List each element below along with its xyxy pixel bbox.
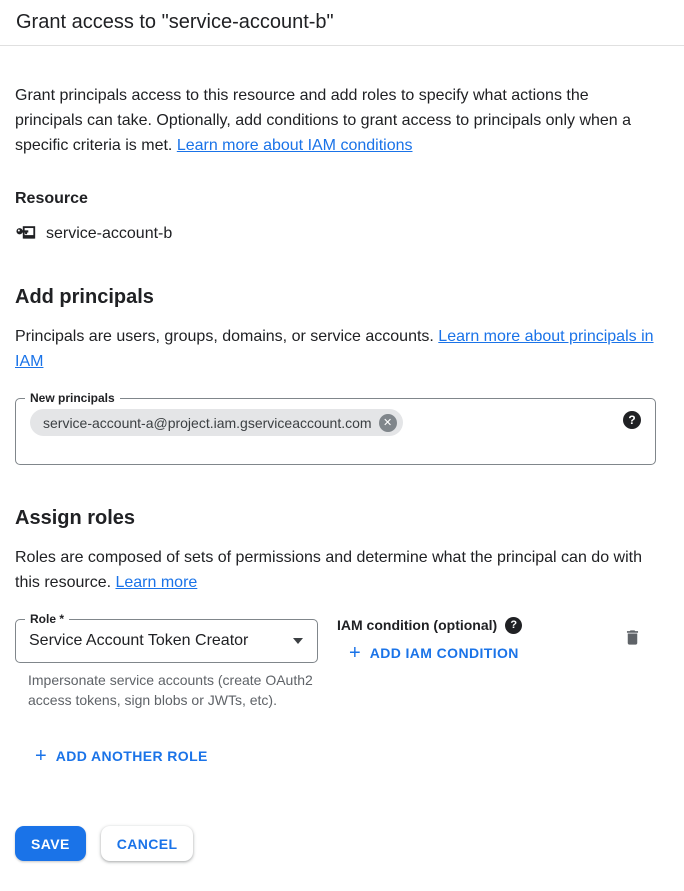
dialog-footer xyxy=(15,826,656,861)
condition-label: IAM condition (optional) xyxy=(337,617,498,633)
dropdown-arrow-icon xyxy=(293,638,303,644)
resource-row xyxy=(15,222,656,246)
role-column xyxy=(15,612,318,710)
resource-name: service-account-b xyxy=(46,225,173,242)
intro-paragraph xyxy=(15,83,656,158)
condition-help-icon[interactable]: ? xyxy=(505,617,522,634)
principals-description xyxy=(15,324,656,374)
service-account-icon xyxy=(15,223,37,245)
add-another-role-label: ADD ANOTHER ROLE xyxy=(55,748,208,764)
dialog-title: Grant access to "service-account-b" xyxy=(16,11,334,33)
role-helper-text: Impersonate service accounts (create OAuth2 access tokens, sign blobs or JWTs, etc). xyxy=(28,672,313,708)
roles-description xyxy=(15,545,656,595)
delete-role-button[interactable] xyxy=(623,627,642,651)
principals-description-text: Principals are users, groups, domains, or service accounts. xyxy=(15,328,439,345)
add-iam-condition-label: ADD IAM CONDITION xyxy=(369,645,519,661)
role-row xyxy=(15,612,656,710)
trash-icon xyxy=(623,627,642,651)
plus-icon: + xyxy=(35,745,47,767)
dialog-body xyxy=(0,83,684,861)
role-select-label: Role * xyxy=(25,611,69,627)
add-another-role-button[interactable] xyxy=(35,745,208,767)
principals-help-icon[interactable]: ? xyxy=(623,411,641,429)
resource-heading: Resource xyxy=(15,190,88,207)
save-button[interactable]: SAVE xyxy=(15,826,86,861)
new-principals-label: New principals xyxy=(25,390,120,406)
roles-learn-more-link[interactable]: Learn more xyxy=(115,574,198,591)
add-iam-condition-button[interactable] xyxy=(349,642,519,664)
condition-header xyxy=(337,616,522,634)
new-principals-field[interactable] xyxy=(15,391,656,465)
roles-description-text: Roles are composed of sets of permissions and determine what the principal can do with this resource. xyxy=(15,549,642,591)
plus-icon: + xyxy=(349,642,361,664)
principal-chip xyxy=(30,409,403,436)
cancel-button[interactable]: CANCEL xyxy=(101,826,194,861)
principal-chip-text: service-account-a@project.iam.gserviceaccount.com xyxy=(43,414,372,431)
principals-learn-more-link[interactable]: Learn more about principals in IAM xyxy=(15,328,654,370)
add-principals-heading: Add principals xyxy=(15,286,154,308)
assign-roles-heading: Assign roles xyxy=(15,507,136,529)
role-select[interactable] xyxy=(15,612,318,663)
role-select-value: Service Account Token Creator xyxy=(29,632,249,649)
chip-remove-close-icon[interactable]: ✕ xyxy=(379,414,397,432)
iam-conditions-link[interactable]: Learn more about IAM conditions xyxy=(176,137,413,154)
intro-text: Grant principals access to this resource and add roles to specify what actions the principals can take. Optionally, add conditions to grant access to principals only when a specific criteria is met. xyxy=(15,87,632,154)
dialog-header xyxy=(0,0,684,46)
condition-column xyxy=(337,619,522,664)
